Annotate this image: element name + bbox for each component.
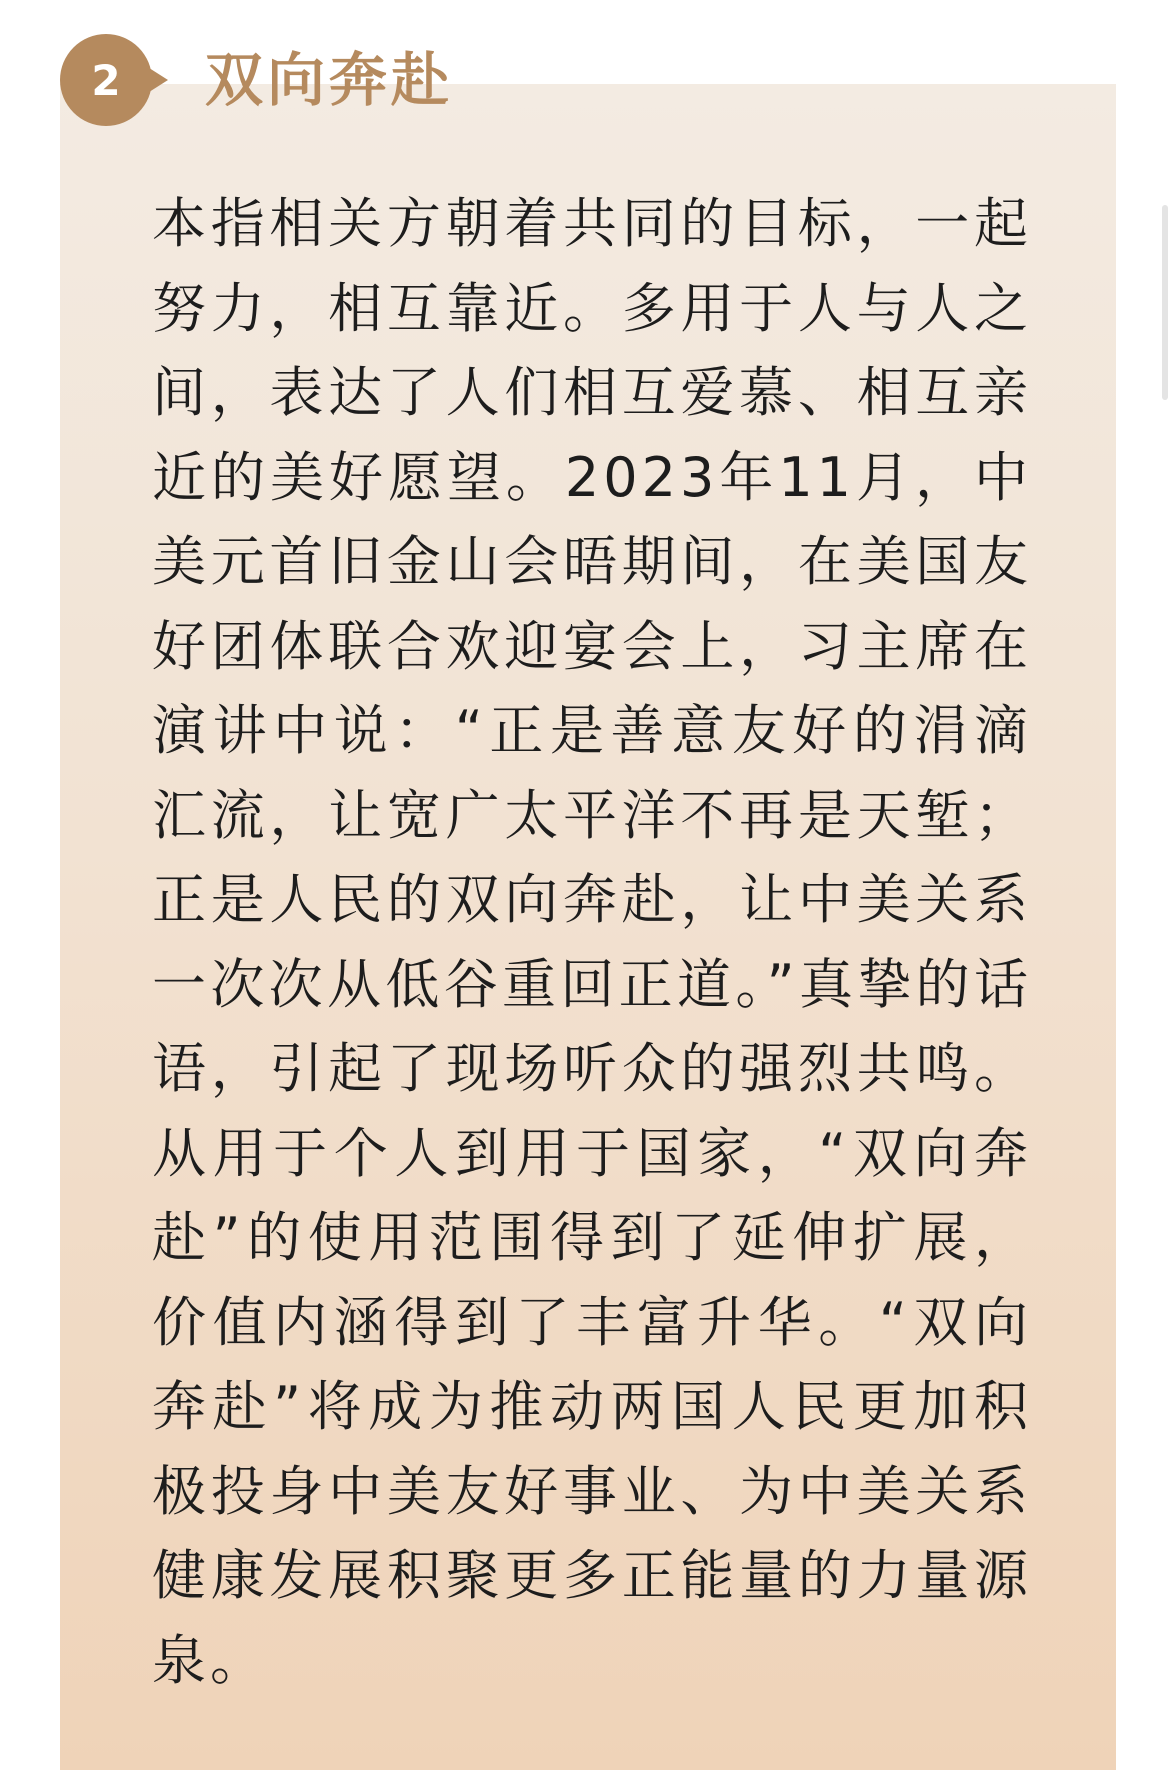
body-paragraph: 本指相关方朝着共同的目标，一起努力，相互靠近。多用于人与人之间，表达了人们相互爱慕、相互亲近的美好愿望。2023年11月，中美元首旧金山会晤期间，在美国友好团体联合欢迎宴会上，习主席在演讲中说：“正是善意友好的涓滴汇流，让宽广太平洋不再是天堑；正是人民的双向奔赴，让中美关系一次次从低谷重回正道。”真挚的话语，引起了现场听众的强烈共鸣。从用于个人到用于国家，“双向奔赴”的使用范围得到了延伸扩展，价值内涵得到了丰富升华。“双向奔赴”将成为推动两国人民更加积极投身中美友好事业、为中美关系健康发展积聚更多正能量的力量源泉。 (152, 192, 1032, 1692)
section-title: 双向奔赴 (205, 46, 454, 114)
section-number-badge: 2 (60, 34, 152, 126)
scrollbar[interactable] (1162, 205, 1168, 400)
badge-arrow-icon (146, 66, 168, 94)
